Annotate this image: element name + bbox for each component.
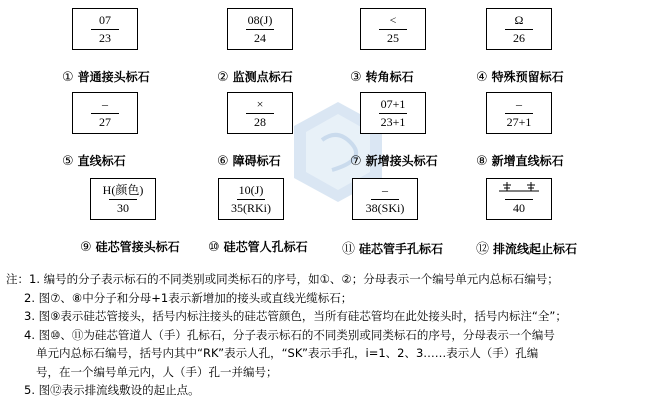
marker-number: ② bbox=[217, 70, 229, 85]
note-line bbox=[6, 270, 658, 289]
caption-text: 转角标石 bbox=[365, 70, 414, 84]
note-line: 号，在一个编号单元内，人（手）孔一并编号； bbox=[36, 364, 278, 379]
note-line: 单元内总标石编号，括号内其中“RK”表示人孔，“SK”表示手孔，i=1、2、3……表示人（手）孔编 bbox=[36, 346, 539, 360]
fraction-bar bbox=[246, 113, 274, 114]
marker-number: ⑨ bbox=[80, 240, 92, 255]
marker-number: ⑫ bbox=[476, 242, 490, 257]
caption bbox=[476, 68, 646, 85]
fraction-bar bbox=[237, 199, 265, 200]
caption bbox=[476, 238, 646, 257]
marker-box bbox=[486, 178, 552, 220]
caption-text: 硅芯管接头标石 bbox=[95, 240, 180, 254]
note-line: 3. 图⑨表示硅芯管接头，括号内标注接头的硅芯管颜色，当所有硅芯管均在此处接头时，括号内标注“全”； bbox=[24, 309, 567, 323]
notes-label: 注： bbox=[6, 272, 29, 286]
fraction-bar bbox=[505, 29, 533, 30]
note-line: 4. 图⑩、⑪为硅芯管道人（手）孔标石，分子表示标石的不同类别或同类标石的序号，分母表示一个编号 bbox=[24, 327, 555, 342]
caption-text: 障碍标石 bbox=[232, 154, 281, 168]
numerator: < bbox=[389, 13, 397, 27]
note-text: 1. 编号的分子表示标石的不同类别或同类标石的序号，如①、②；分母表示一个编号单元内总标石编号； bbox=[29, 272, 559, 286]
marker-number: ⑦ bbox=[350, 154, 362, 169]
notes-section bbox=[6, 270, 658, 400]
caption bbox=[62, 152, 232, 169]
marker-box bbox=[360, 92, 426, 134]
marker-number: ⑥ bbox=[217, 154, 229, 169]
denominator: 23+1 bbox=[380, 115, 406, 129]
caption-text: 硅芯管人孔标石 bbox=[223, 240, 308, 254]
caption-text: 直线标石 bbox=[77, 154, 126, 168]
denominator: 25 bbox=[387, 31, 399, 45]
drainage-symbol-icon bbox=[495, 180, 543, 194]
fraction-bar bbox=[505, 199, 533, 200]
caption-text: 普通接头标石 bbox=[77, 70, 150, 84]
marker-number: ⑩ bbox=[208, 240, 220, 255]
fraction-bar bbox=[91, 113, 119, 114]
marker-box bbox=[227, 8, 293, 50]
marker-number: ⑧ bbox=[476, 154, 488, 169]
marker-number: ⑪ bbox=[342, 242, 356, 257]
denominator: 24 bbox=[254, 31, 266, 45]
note-line: 2. 图⑦、⑧中分子和分母+1表示新增加的接头或直线光缆标石； bbox=[24, 290, 353, 305]
fraction-bar bbox=[246, 29, 274, 30]
caption-text: 特殊预留标石 bbox=[491, 70, 564, 84]
marker-number: ④ bbox=[476, 70, 488, 85]
fraction-bar bbox=[109, 199, 137, 200]
numerator: 08(J) bbox=[247, 13, 273, 27]
denominator: 38(SKi) bbox=[365, 201, 405, 215]
marker-number: ① bbox=[62, 70, 74, 85]
numerator: Ω bbox=[514, 13, 524, 27]
marker-number: ③ bbox=[350, 70, 362, 85]
marker-box bbox=[218, 178, 284, 220]
denominator: 27 bbox=[99, 115, 111, 129]
marker-box bbox=[72, 8, 138, 50]
note-line: 5. 图⑫表示排流线敷设的起止点。 bbox=[24, 383, 200, 397]
denominator: 23 bbox=[99, 31, 111, 45]
fraction-bar bbox=[505, 113, 533, 114]
marker-box bbox=[486, 92, 552, 134]
marker-number: ⑤ bbox=[62, 154, 74, 169]
fraction-bar bbox=[91, 29, 119, 30]
denominator: 27+1 bbox=[506, 115, 532, 129]
numerator: – bbox=[102, 97, 108, 111]
numerator: × bbox=[256, 97, 264, 111]
denominator: 26 bbox=[513, 31, 525, 45]
marker-box bbox=[72, 92, 138, 134]
marker-box bbox=[90, 178, 156, 220]
numerator: H(颜色) bbox=[102, 183, 144, 197]
fraction-bar bbox=[379, 29, 407, 30]
numerator: 07 bbox=[99, 13, 111, 27]
caption-text: 新增直线标石 bbox=[491, 154, 564, 168]
numerator: – bbox=[516, 97, 522, 111]
caption bbox=[62, 68, 232, 85]
caption-text: 硅芯管手孔标石 bbox=[359, 242, 444, 256]
caption-text: 监测点标石 bbox=[232, 70, 293, 84]
fraction-bar bbox=[379, 113, 407, 114]
marker-box bbox=[227, 92, 293, 134]
numerator: 07+1 bbox=[380, 97, 406, 111]
marker-box bbox=[360, 8, 426, 50]
caption-text: 排流线起止标石 bbox=[493, 242, 578, 256]
marker-box bbox=[352, 178, 418, 220]
fraction-bar bbox=[371, 199, 399, 200]
denominator: 35(RKi) bbox=[231, 201, 271, 215]
caption-text: 新增接头标石 bbox=[365, 154, 438, 168]
denominator: 28 bbox=[254, 115, 266, 129]
denominator: 30 bbox=[117, 201, 129, 215]
denominator: 40 bbox=[513, 201, 525, 215]
marker-box bbox=[486, 8, 552, 50]
numerator: 10(J) bbox=[238, 183, 264, 197]
caption bbox=[476, 152, 646, 169]
numerator: – bbox=[382, 183, 388, 197]
